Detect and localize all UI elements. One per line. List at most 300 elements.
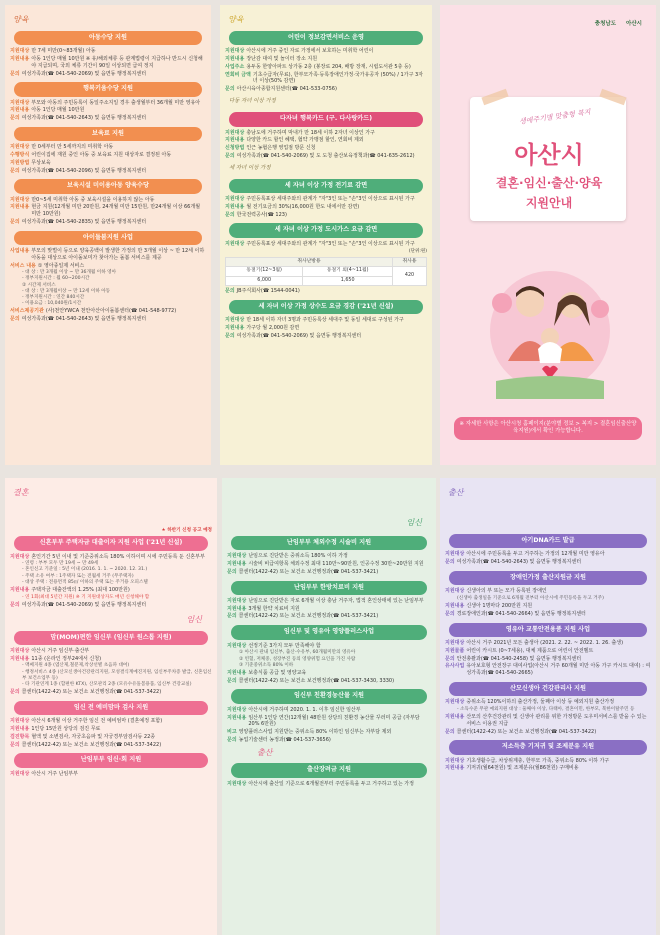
info-row: [10, 742, 212, 749]
info-row: [445, 758, 651, 765]
info-row: [227, 553, 431, 560]
row-key: 지원내용: [227, 605, 247, 612]
row-key: 문의: [227, 568, 237, 575]
info-row: [10, 168, 206, 175]
cover-subtitle: 결혼·임신·출산·양육: [495, 176, 603, 190]
row-key: 문의: [10, 218, 20, 225]
section-title: 저소득층 기저귀 및 조제분유 지원: [449, 740, 647, 754]
row-value: 농업기술센터 농정과(☎ 041-537-3656): [238, 736, 331, 743]
section-title: 보육료 지원: [14, 127, 202, 141]
info-row: [10, 71, 206, 78]
row-key: 지원물품: [445, 647, 465, 654]
row-value: 아산시에 거주하며 2020. 1. 1. 이후 임신한 임산부: [248, 706, 361, 713]
row-key: 지원내용: [445, 714, 465, 721]
section-birth-grant: [227, 763, 431, 787]
info-row: [10, 602, 212, 609]
row-key: 문의: [10, 167, 20, 174]
info-row: [10, 771, 212, 778]
row-key: 문의: [225, 332, 235, 339]
section-electricity-discount: [225, 179, 427, 219]
table-cell: 동절기(12~3월): [226, 267, 303, 276]
row-key: 사업내용: [10, 248, 30, 255]
row-value: 여성가족과(☎ 041-540-2643) 및 읍면동 행정복지센터: [456, 559, 582, 566]
row-value: 신생아의 부 또는 모가 등록된 장애인: [466, 588, 547, 595]
row-value: 다양한 카드 할인 혜택, 협약 가맹점 할인, 연회비 제외: [246, 137, 364, 144]
info-row: [225, 212, 427, 219]
info-row: [10, 656, 212, 663]
row-key: 문의: [10, 70, 20, 77]
row-value: 아산시 6개월 이상 거주한 임신 전 예비엄마 (결혼예정 포함): [31, 718, 163, 725]
info-row: [10, 726, 212, 733]
row-key: 지원대상: [445, 551, 465, 558]
row-value: 아산시에 거주 중인 자로 가정에서 보호하는 미취학 어린이: [246, 48, 374, 55]
info-row: [10, 56, 206, 70]
row-key: 문의: [445, 559, 455, 566]
info-row: [227, 569, 431, 576]
row-value: 임산부 1인당 연간(12개월) 48만원 상당의 친환경 농산물 꾸러미 공급 (자부담 20% 6만원): [248, 714, 420, 728]
section-tag: 양육: [13, 15, 29, 24]
note-line: - 정부지원시간 : 연간 840시간: [22, 295, 85, 301]
info-row: [225, 64, 427, 71]
info-row: [10, 718, 212, 725]
row-key: 검진항목: [10, 733, 30, 740]
info-row: [10, 48, 206, 55]
row-key: 지원대상: [445, 588, 465, 595]
row-key: 지원대상: [225, 240, 245, 247]
row-value: 어린이집에 재원 중인 아동 중 보육료 지원 대상자로 결정된 아동: [31, 152, 172, 159]
row-value: 여성가족과(☎ 041-540-2069) 및 읍면동 행정복지센터: [21, 70, 147, 77]
flower-icon: [591, 300, 609, 318]
row-key: 지원대상: [227, 553, 247, 560]
row-value: 한국전력공사(☎ 123): [236, 211, 287, 218]
note-line: - 정부지원시간 : 월 60~200시간: [22, 276, 90, 282]
section-disabled-birth: [445, 571, 651, 618]
info-row: [225, 333, 427, 340]
row-key: 문의: [445, 728, 455, 735]
note-line: - 주택 소유 여부 : 1주택자 또는 전월세 거주 (무주택자): [22, 573, 134, 579]
row-key: 지원대상: [445, 699, 465, 706]
row-value: 여성가족과(☎ 041-540-2835) 및 읍면동 행정복지센터: [21, 218, 147, 225]
note-line: - 연 1회(최대 5년간 지원) ※ 기 지원대상자도 매년 신청해야 함: [22, 594, 150, 600]
info-row: [227, 729, 431, 736]
row-key: 지원내용: [10, 726, 30, 732]
row-value: 11종 (온라인 정부24에서 신청): [31, 655, 102, 662]
row-key: 지원대상: [227, 780, 247, 787]
row-value: 시술비 비급여항목 체외수정 최대 110만~90만원, 인공수정 30만~20만원 지원: [248, 561, 424, 568]
row-key: 지원대상: [10, 718, 30, 725]
section-water-discount: [225, 300, 427, 340]
row-key: 문의: [10, 601, 20, 608]
panel-parenting-1: [5, 5, 211, 465]
info-row: [225, 196, 427, 203]
row-key: 문의: [227, 677, 237, 684]
info-row: [225, 153, 427, 160]
note-line: - 혼인신고 기준일 : 5년 이내 (2016. 1. 1. ~ 2020. 12. 31.): [22, 567, 148, 573]
row-value: 콜센터(1422-42) 또는 보건소 보건행정과(☎ 041-537-3421): [238, 568, 379, 575]
info-row: [225, 241, 427, 248]
info-row: [445, 714, 651, 728]
info-row: [225, 145, 427, 152]
section-nutrition-plus: [227, 625, 431, 684]
row-key: 수행방식: [10, 152, 30, 159]
row-value: (사)천안YWCA 천안아산아이돌봄센터(☎ 041-548-9772): [45, 308, 177, 315]
row-value: JB주식회사(☎ 1544-0041): [236, 288, 300, 294]
section-title: 아동수당 지원: [14, 31, 202, 45]
info-row: [10, 308, 206, 315]
row-key: 신청방법: [225, 145, 245, 152]
row-value: 경로장애인과(☎ 041-540-2664) 및 읍면동 행정복지센터: [456, 610, 586, 617]
section-childcare-fee: [10, 127, 206, 174]
row-value: 만 0세부터 만 5세까지의 미취학 아동: [31, 144, 114, 151]
info-row: [225, 137, 427, 144]
row-value: 아동 1인당 매월 10만원: [31, 107, 85, 114]
leaves-icon: [496, 376, 604, 399]
row-key: 사업주소: [225, 63, 245, 70]
row-key: 유사사업: [445, 663, 465, 670]
row-value: 장난감 대여 및 놀이터 장소 지원: [246, 56, 318, 63]
row-key: 지원내용: [10, 587, 30, 594]
notice: ★ 하반기 신청 공고 예정: [161, 528, 212, 533]
gas-discount-table: [225, 257, 427, 286]
info-row: [225, 86, 427, 93]
section-title: 아기DNA카드 발급: [449, 534, 647, 548]
section-tag: 임신: [406, 518, 422, 527]
cover-footer-note: ※ 자세한 사항은 아산시청 홈페이지(분야별 정보 > 복지 > 결혼임신출산양육지원)에서 확인 가능합니다.: [454, 417, 642, 440]
family-illustration: [480, 231, 620, 401]
info-row: [225, 325, 427, 332]
note-line: ③ 기준중위소득 80% 이하: [239, 662, 294, 668]
info-row: [10, 263, 206, 270]
row-key: 문의: [225, 288, 235, 294]
note-line: ② 시간제 서비스: [22, 282, 56, 288]
info-row: [445, 656, 651, 663]
table-header: 취사난방용: [226, 257, 393, 266]
note-line: - 타 기관연계 1종 (합편한 KTX), 산모관리 2종 (모유수유돌봄용품, 임신부 건강교실): [22, 681, 192, 687]
info-row: [225, 130, 427, 137]
section-child-care-service: [10, 231, 206, 323]
row-value: 현금 지원(12개월 미만 20만원, 24개월 미만 15만원, 만24개월 이상 66개월 미만 10만원): [31, 204, 201, 218]
row-value: 기초생활수급, 차상위계층, 한부모 가족, 중위소득 80% 이하 가구: [466, 757, 610, 764]
row-value: 기초수급자(무료), 한부모가족·등록장애인가정·국가유공자 (50%) / 1가구 3자녀 이상(50% 감면): [252, 71, 423, 85]
info-row: [445, 611, 651, 618]
row-key: 지원내용: [10, 204, 30, 211]
info-row: [227, 643, 431, 650]
section-ivf-support: [227, 536, 431, 576]
row-key: 문의: [10, 689, 20, 696]
row-key: 지원내용: [10, 655, 30, 662]
info-row: [10, 689, 212, 696]
section-title: 영유아 교통안전용품 지원 사업: [449, 623, 647, 637]
row-value: 주택자금 대출잔액의 1.25% (최대 100만원): [31, 587, 130, 594]
section-dna-card: [445, 534, 651, 566]
row-value: 무상보육: [31, 159, 51, 166]
row-key: 문의: [445, 610, 455, 617]
section-tag-pregnancy: 임신: [186, 614, 202, 624]
cover-title: 아산시: [514, 141, 584, 169]
info-row: [10, 152, 206, 159]
section-title: 임신 전 예비맘마 검사 지원: [14, 701, 208, 715]
section-home-care-allowance: [10, 179, 206, 225]
info-row: [227, 561, 431, 568]
row-value: 난임으로 진단받은 중위소득 180% 이하 가정: [248, 553, 348, 560]
cover-slogan: 생애주기별 맞춤형 복지: [518, 108, 592, 126]
section-title: 장애인가정 출산지원금 지원: [449, 571, 647, 585]
section-title: 산모신생아 건강관리사 지원: [449, 682, 647, 696]
note-line: - 대 상 : 만 3개월 이상 ~ 만 36개월 이하 영아: [22, 270, 117, 276]
info-row: [445, 648, 651, 655]
row-value: 중위소득 120%이하의 출산가정, 둘째아 이상 등 예외지원 출산가정: [466, 699, 615, 706]
row-key: 지원내용: [225, 56, 245, 63]
row-value: 아산시에 출산일 기준으로 6개월전부터 주민등록을 두고 거주하고 있는 가정: [248, 780, 414, 787]
row-key: 지원대상: [225, 129, 245, 136]
row-key: 지원대상: [445, 640, 465, 647]
row-value: 만 18세 이하 자녀 3명과 주민등록상 세대주 및 동일 세대로 구성된 가구: [246, 317, 404, 324]
section-postpartum-care: [445, 682, 651, 736]
row-key: 서비스제공기관: [10, 308, 44, 315]
row-value: 만0~5세 미취학 아동 중 보육시설을 이용하지 않는 아동: [31, 196, 155, 203]
row-key: 서비스 내용: [10, 262, 36, 269]
asan-logo: 아산시: [626, 21, 642, 27]
info-row: [227, 598, 431, 605]
table-cell: 1,650: [303, 276, 393, 285]
info-row: [10, 316, 206, 323]
info-row: [10, 115, 206, 122]
row-value: 콜센터(1422-42) 또는 보건소 보건행정과(☎ 041-537-3422): [21, 689, 162, 696]
flower-icon: [492, 293, 512, 313]
section-title: 출산장려금 지원: [231, 763, 427, 777]
row-key: 지원내용: [445, 765, 465, 772]
table-header: 취사용: [393, 257, 427, 266]
row-value: 혈액 및 소변검사, 자궁초음파 및 자궁경부암검사등 22종: [31, 733, 156, 740]
info-row: [445, 699, 651, 706]
section-premom-checkup: [10, 701, 212, 748]
row-value: 어린이 카시트 (0~7세용), 대체 제품으로 어린이 안전벨트: [466, 647, 594, 654]
info-row: [225, 204, 427, 211]
info-row: [445, 640, 651, 647]
note-line: ② 빈혈, 저체중, 성장부진 등의 영양위험 요인을 가진 사람: [239, 656, 356, 662]
section-title: 난임부부 한방치료비 지원: [231, 581, 427, 595]
row-key: 지원내용: [227, 669, 247, 676]
section-tag: 결혼: [13, 488, 29, 497]
row-value: 여성가족과(☎ 041-540-2643) 및 읍면동 행정복지센터: [21, 316, 147, 323]
section-multi-child-card: [225, 112, 427, 159]
note-line: - 행정서비스 4종 (산모신생아건강관리지원, 모성결식계예진지원, 임신부주차증 발급, 신혼임신부 보건소업무 등): [22, 669, 212, 681]
info-row: [445, 729, 651, 736]
row-key: 지원대상: [227, 597, 247, 604]
row-key: 지원내용: [10, 56, 30, 63]
row-key: 지원내용: [225, 137, 245, 144]
info-row: [445, 765, 651, 772]
section-tag-birth: 출산: [257, 747, 273, 757]
table-cell: 6,000: [226, 276, 303, 285]
section-mom-onestop: [10, 631, 212, 696]
info-row: [227, 678, 431, 685]
info-row: [10, 107, 206, 114]
row-value: 영양플러스사업 지원받는 중위소득 80% 이하인 임신부는 자부담 제외: [238, 729, 392, 735]
row-value: 주민등록표상 세대주와의 관계가 "자"3인 또는 "손"3인 이상으로 표시된 가구: [246, 196, 415, 203]
row-key: 문의: [10, 316, 20, 323]
row-value: 아산시육아종합지원센터(☎ 041-533-0756): [236, 86, 337, 93]
info-row: [227, 707, 431, 714]
table-cell: 420: [393, 267, 427, 286]
note-line: - 연령 : 부부 모두 만 19세 ~ 만 49세: [22, 561, 99, 567]
row-key: 지원내용: [445, 603, 465, 610]
info-row: [227, 613, 431, 620]
note-line: - 대상 주택 : 전용면적 85㎡ 이하의 주택 또는 주거용 오피스텔: [22, 579, 148, 585]
row-key: 문의: [225, 152, 235, 159]
cover-subtitle-2: 지원안내: [525, 196, 573, 210]
info-row: [445, 588, 651, 595]
row-key: 지원대상: [225, 48, 245, 55]
row-key: 지원대상: [10, 144, 30, 151]
row-value: 용두동 한양아파트 상가동 2층 (봉장로 204, 배방 장재, 시립도서관 5층 등): [246, 63, 411, 70]
section-title: 신혼부부 주택자금 대출이자 지원 사업 ('21년 신설): [14, 536, 208, 550]
row-value: 3개월 한약 치료비 지원: [248, 605, 300, 612]
info-row: [10, 204, 206, 218]
logos: [595, 21, 642, 28]
row-value: 충남도에 거주하며 막내가 만 18세 이하 2자녀 이상인 가구: [246, 129, 375, 136]
table-cell: 동절기 외(4~11월): [303, 267, 393, 276]
info-row: [10, 248, 206, 262]
note-line: (신생아 출생일을 기준으로 6개월 전부터 아산시에 주민등록을 두고 거주): [457, 595, 604, 601]
cover-panel: [440, 5, 656, 465]
row-key: 문의: [10, 115, 20, 122]
info-row: [10, 160, 206, 167]
row-key: 지원내용: [225, 324, 245, 331]
info-row: [10, 100, 206, 107]
row-key: 연회비 금액: [225, 71, 251, 78]
section-title: 난임부부 체외수정 시술비 지원: [231, 536, 427, 550]
row-key: 지원내용: [10, 107, 30, 114]
note-line: - 맥쎄지원 4종 (엽산제,철분제,착상선별 초음파 대여): [22, 663, 130, 669]
note-line: - 이용요금 : 10,040원/1시간: [22, 301, 82, 307]
section-title: 행복키움수당 지원: [14, 82, 202, 96]
note-line: ① 아산시 관내 임신부, 출산·수유부, 60개월미만의 영유아: [239, 650, 356, 656]
row-value: 1인당 15만원 상당의 검진 무료: [31, 726, 101, 732]
section-diaper-formula: [445, 740, 651, 772]
section-title: 세 자녀 이상 가정 전기료 감면: [229, 179, 423, 193]
row-value: 여성가족과(☎ 041-540-2069) 및 읍면동 행정복지센터: [236, 332, 362, 339]
info-row: [10, 219, 206, 226]
row-value: 콜센터(1422-42) 또는 보건소 보건행정과(☎ 041-537-3422): [456, 728, 597, 735]
info-row: [227, 670, 431, 677]
section-title: 세 자녀 이상 가정 상수도 요금 경감 ('21년 신설): [229, 300, 423, 314]
row-value: 유아보호형 안전장구 대여사업(아산시 거주 60개월 미만 아동 가구 카시트 대여) : 여성가족과(☎ 041-540-2665): [466, 663, 651, 677]
row-key: 지원내용: [225, 203, 245, 210]
row-value: 부모와 아동의 주민등록이 동일주소지일 경우 출생월부터 36개월 미만 영유아: [31, 99, 201, 106]
info-row: [225, 56, 427, 63]
section-eco-produce: [227, 689, 431, 743]
row-value: 산모의 산후건강관리 및 신생아 관리를 위한 가정방문 도우미서비스를 받을 수 있는 서비스 이용권 지급: [466, 714, 647, 727]
info-row: [445, 551, 651, 558]
section-car-seat: [445, 623, 651, 677]
row-value: 만 7세 미만(0~83개월) 아동: [31, 48, 96, 55]
row-key: 지원대상: [227, 642, 247, 649]
row-value: 아동 1인당 매월 10만원 ※ 유/해외체류 등 관계법령이 지급하나 반드시 신청해야 지급되며, 국외 체류 기간이 90일 이상되면 급여 정지: [31, 56, 203, 69]
row-value: 아산시 거주 임신부·출산부: [31, 647, 90, 654]
section-happiness-allowance: [10, 82, 206, 122]
panel-parenting-2: [220, 5, 432, 465]
section-title: 난임부부 임신·회 지원: [14, 753, 208, 767]
row-value: 기저귀(월64천원) 및 조제분유(월86천원) 구매비용: [466, 765, 579, 772]
section-child-allowance: [10, 31, 206, 77]
row-value: ① 영아종일제 서비스: [37, 262, 85, 269]
info-row: [10, 554, 212, 561]
row-key: 문의: [225, 211, 235, 218]
section-herbal-support: [227, 581, 431, 621]
panel-pregnancy: [222, 478, 436, 935]
row-value: 월 전기요금의 30%(16,000원 한도 내에서만 감면): [246, 203, 360, 210]
row-key: 지원방법: [10, 159, 30, 166]
row-value: 인근 농협은행 영업점 방문 신청: [246, 145, 316, 152]
row-value: 콜센터(1422-42) 또는 보건소 보건행정과(☎ 041-537-3422): [21, 741, 162, 748]
table-unit: (단위:원): [408, 248, 427, 254]
note-line: - 대 상 : 만 3개월이상 ~ 만 12세 이하 아동: [22, 288, 111, 294]
section-title: 임신부 친환경농산물 지원: [231, 689, 427, 703]
row-value: 여성가족과(☎ 041-540-2069) 및 도 도청 출산보육정책과(☎ 041-635-2612): [236, 152, 415, 159]
info-row: [445, 603, 651, 610]
row-key: 비고: [227, 729, 237, 735]
row-value: 아산시 거주 난임부부: [31, 770, 78, 777]
info-row: [225, 317, 427, 324]
info-row: [10, 144, 206, 151]
row-key: 문의: [227, 736, 237, 743]
row-key: 지원대상: [10, 196, 30, 203]
info-row: [10, 648, 212, 655]
info-row: [227, 606, 431, 613]
note-line: - 소득수준 무관 예외지원 대상 : 둘째아 이상, 다태아, 결혼이민, 한부모, 북한이탈주민 등: [457, 706, 635, 712]
chungnam-logo: 충청남도: [594, 21, 617, 27]
section-title: 아이돌봄지원 사업: [14, 231, 202, 245]
row-value: 부모의 맞벌이 등으로 양육공백이 발생한 가정의 만 3개월 이상 ~ 만 12세 이하 아동을 대상으로 아이돌보미가 찾아가는 돌봄 서비스를 제공: [31, 248, 205, 261]
info-row: [10, 197, 206, 204]
row-value: 여성가족과(☎ 041-540-2096) 및 읍면동 행정복지센터: [21, 167, 147, 174]
row-value: 난임으로 진단받은 자로 6개월 이상 충남 거주자, 법적 혼인상태에 있는 난임부부: [248, 597, 424, 604]
row-value: 주민등록표상 세대주와의 관계가 "자"3인 또는 "손"3인 이상으로 표시된 가구: [246, 240, 415, 247]
section-title: 다자녀 행복카드 (구. 다사랑카드): [229, 112, 423, 126]
subheading-multi-child: 다둥 자녀 이상 가정: [229, 97, 276, 104]
info-row: [225, 288, 427, 295]
row-value: 혼인기간 5년 이내 및 기준중위소득 180% 이하이며 시에 주민등록 둔 신혼부부: [31, 553, 205, 560]
row-value: 여성가족과(☎ 041-540-2069) 및 읍면동 행정복지센터: [21, 601, 147, 608]
row-value: 신생아 1명마다 200만원 지원: [466, 603, 533, 610]
section-newlywed-loan: [10, 536, 212, 609]
row-value: 콜센터(1422-42) 또는 보건소 보건행정과(☎ 041-537-3430, 3330): [238, 677, 395, 684]
section-infertile-support: [10, 753, 212, 777]
section-tag: 양육: [228, 15, 244, 24]
row-key: 문의: [445, 655, 455, 662]
row-value: 아산시에 주민등록을 두고 거주하는 가정의 12개월 미만 영유아: [466, 551, 605, 558]
section-gas-discount: [225, 223, 427, 294]
info-row: [10, 734, 212, 741]
panel-marriage: [5, 478, 217, 935]
row-key: 지원내용: [227, 714, 247, 721]
row-key: 지원대상: [10, 553, 30, 560]
info-row: [225, 72, 427, 86]
info-row: [227, 715, 431, 729]
info-row: [445, 663, 651, 677]
row-key: 문의: [10, 741, 20, 748]
row-value: 선정기준 3가지 모두 만족해야 함: [248, 642, 321, 649]
row-value: 보충식품 공급 및 영양교육: [248, 669, 307, 676]
section-title: 세 자녀 이상 가정 도시가스 요금 감면: [229, 223, 423, 237]
row-value: 콜센터(1422-42) 또는 보건소 보건행정과(☎ 041-537-3421): [238, 613, 379, 620]
row-key: 문의: [227, 613, 237, 620]
row-key: 지원대상: [225, 317, 245, 324]
row-value: 안전총괄과(☎ 041-540-2458) 및 읍면동 행정복지센터: [456, 655, 582, 662]
row-key: 지원대상: [225, 196, 245, 203]
section-title: 맘(MOM)편한 임신부 (임신부 원스톱 지원): [14, 631, 208, 645]
